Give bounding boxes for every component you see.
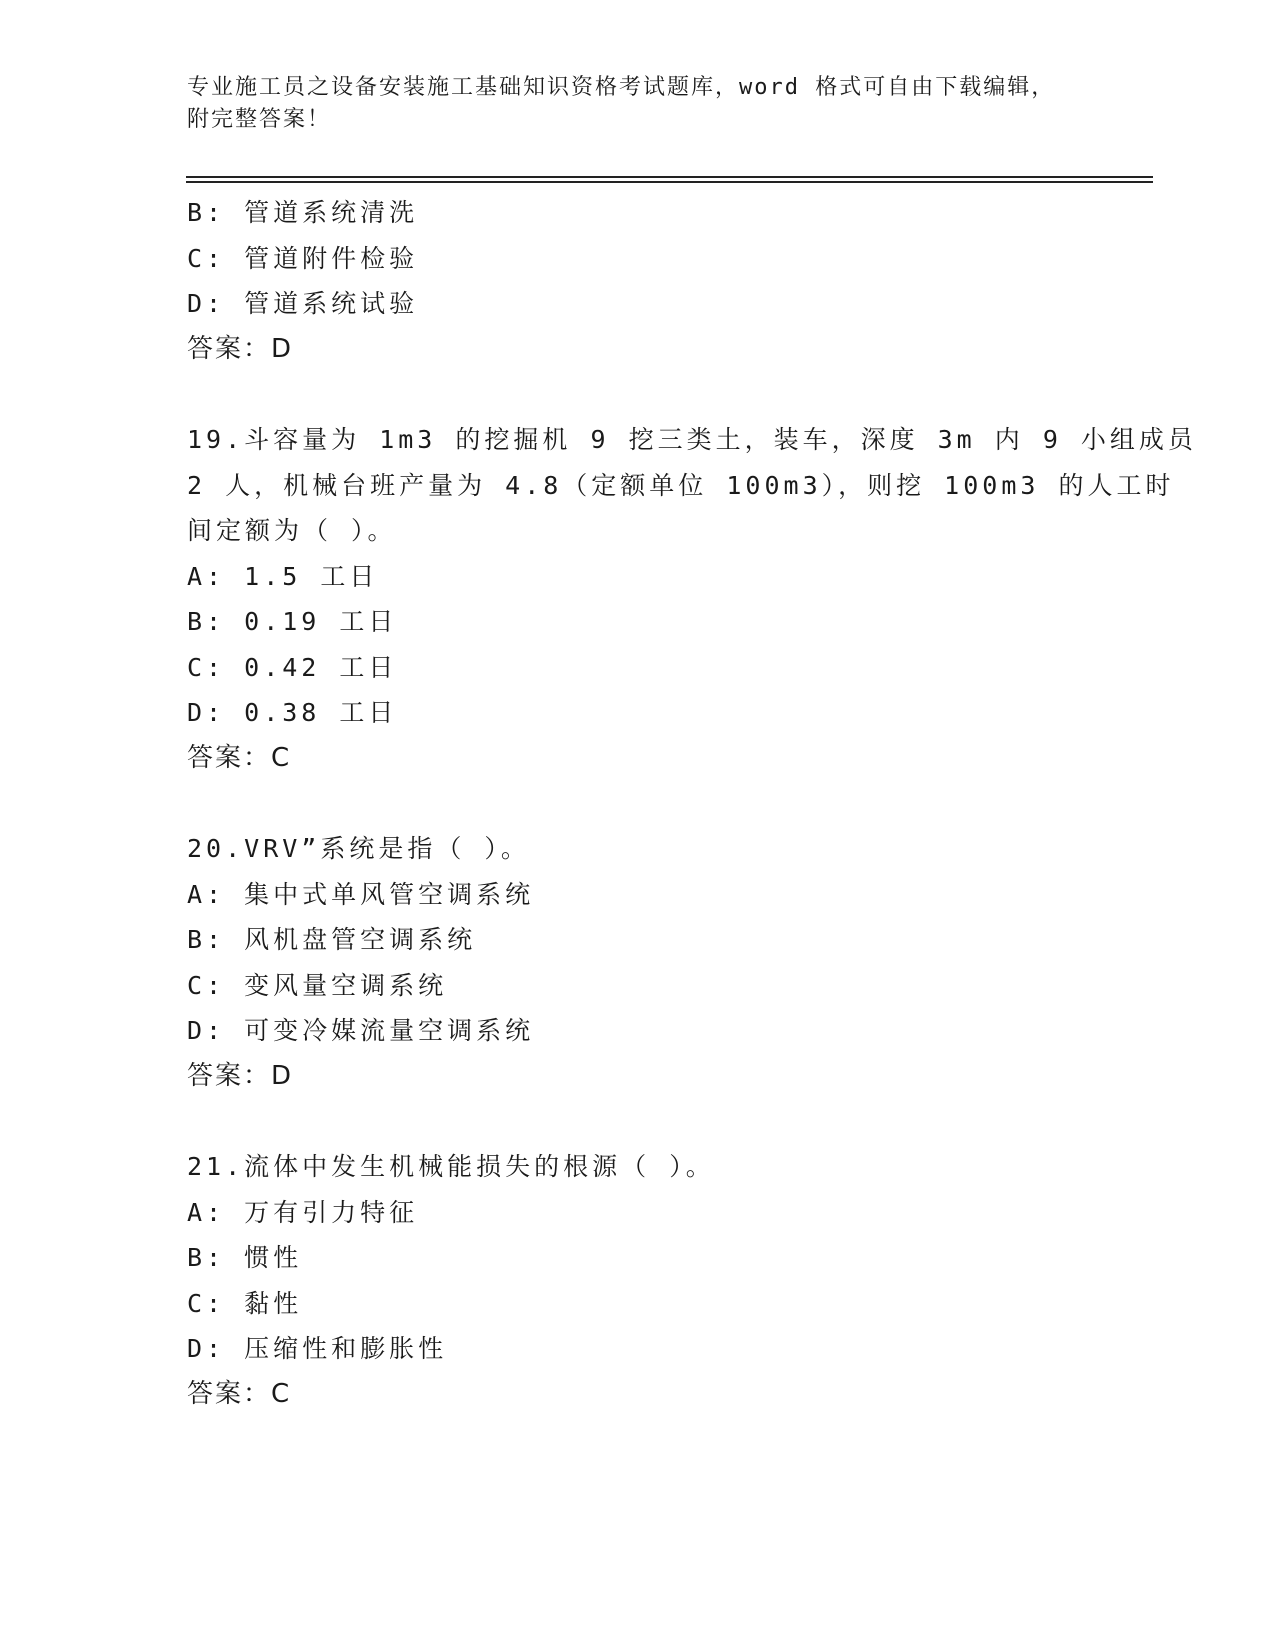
spacer: [187, 1099, 1087, 1144]
question-21-block: [187, 1144, 1087, 1417]
header-rule-bottom: [186, 181, 1153, 183]
question-list: [187, 190, 1197, 1417]
option-b: B: 惯性: [187, 1243, 303, 1272]
option-a: A: 集中式单风管空调系统: [187, 879, 535, 909]
question-19-block: [187, 417, 1197, 781]
header-title-line-2: 附完整答案！: [187, 107, 332, 132]
option-c: C: 黏性: [187, 1288, 303, 1318]
answer-line: 答案：C: [187, 742, 292, 773]
header-rule-top: [186, 176, 1153, 178]
option-d: D: 0.38 工日: [187, 698, 398, 727]
option-a: A: 1.5 工日: [187, 561, 379, 591]
answer-line: 答案：D: [187, 1060, 294, 1091]
question-18-block: [187, 190, 1087, 372]
option-b: B: 风机盘管空调系统: [187, 925, 477, 954]
question-text-line: 间定额为（ ）。: [187, 516, 397, 545]
spacer: [187, 372, 1087, 417]
question-text-line: 21.流体中发生机械能损失的根源（ ）。: [187, 1152, 715, 1181]
option-d: D: 可变冷媒流量空调系统: [187, 1016, 535, 1045]
answer-line: 答案：C: [187, 1378, 292, 1409]
option-d: D: 压缩性和膨胀性: [187, 1334, 448, 1363]
option-c: C: 0.42 工日: [187, 652, 398, 682]
option-d: D: 管道系统试验: [187, 289, 419, 318]
option-c: C: 管道附件检验: [187, 243, 419, 273]
option-b: B: 0.19 工日: [187, 607, 398, 636]
question-text-line: 19.斗容量为 1m3 的挖掘机 9 挖三类土，装车，深度 3m 内 9 小组成员: [187, 425, 1197, 454]
option-a: A: 万有引力特征: [187, 1197, 419, 1227]
header-title-line-1: 专业施工员之设备安装施工基础知识资格考试题库，word 格式可自由下载编辑，: [187, 75, 1056, 100]
option-b: B: 管道系统清洗: [187, 198, 419, 227]
answer-line: 答案：D: [187, 333, 294, 364]
option-c: C: 变风量空调系统: [187, 970, 448, 1000]
question-text-line: 2 人，机械台班产量为 4.8（定额单位 100m3），则挖 100m3 的人工时: [187, 470, 1175, 500]
question-text-line: 20.VRV”系统是指（ ）。: [187, 834, 530, 863]
spacer: [187, 781, 1087, 826]
document-header: [187, 72, 1087, 136]
question-20-block: [187, 826, 1087, 1099]
